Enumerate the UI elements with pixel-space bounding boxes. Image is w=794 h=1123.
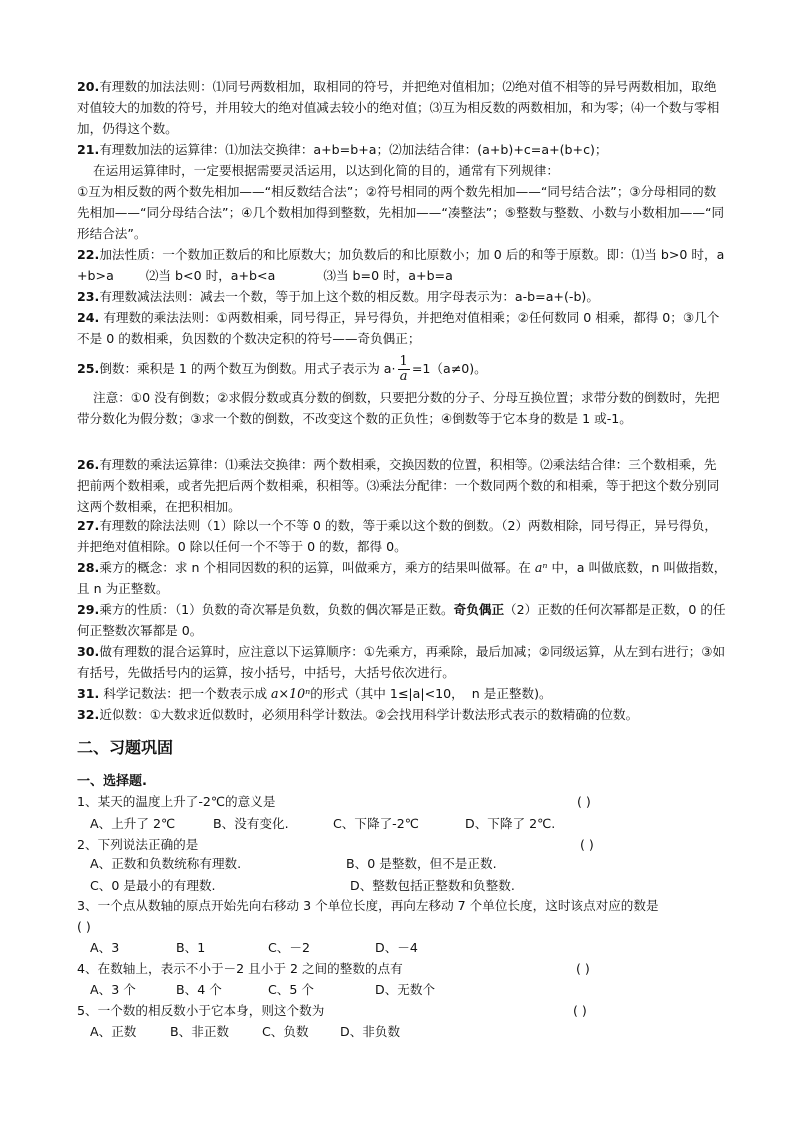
question-2-stem: 2、下列说法正确的是 [77, 837, 199, 852]
option-d: D、无数个 [375, 982, 436, 997]
rule-number: 31. [77, 686, 100, 701]
option-d: D、整数包括正整数和负整数. [350, 878, 515, 893]
power-notation: aⁿ [534, 560, 548, 575]
option-c: C、0 是最小的有理数. [90, 878, 216, 893]
option-a: A、3 个 [90, 982, 136, 997]
rule-text: ①互为相反数的两个数先相加——“相反数结合法”；②符号相同的两个数先相加——“同号结合法”；③分母相同的数先相加——“同分母结合法”；④几个数相加得到整数，先相加——“凑整法”；⑤整数与整数、小数与小数相加——“同形结合法”。 [77, 184, 725, 241]
rule-27 [77, 515, 727, 557]
option-c: C、负数 [262, 1024, 309, 1039]
section-title: 二、习题巩固 [77, 738, 174, 757]
rule-text: 有理数的加法法则：⑴同号两数相加，取相同的符号，并把绝对值相加；⑵绝对值不相等的异号两数相加，取绝对值较大的加数的符号，并用较大的绝对值减去较小的绝对值；⑶互为相反数的两数相加，和为零；⑷一个数与零相加，仍得这个数。 [77, 79, 720, 136]
question-1-stem: 1、某天的温度上升了-2℃的意义是 [77, 794, 276, 809]
rule-text: 注意：①0 没有倒数；②求假分数或真分数的倒数，只要把分数的分子、分母互换位置；求带分数的倒数时，先把带分数化为假分数；③求一个数的倒数，不改变这个数的正负性；④倒数等于它本身的数是 1 或-1。 [77, 390, 720, 426]
option-d: D、－4 [375, 940, 418, 955]
answer-blank[interactable]: ( ) [576, 961, 590, 976]
option-b: B、0 是整数，但不是正数. [346, 856, 497, 871]
option-b: B、没有变化. [213, 816, 289, 831]
rule-text: 近似数：①大数求近似数时，必须用科学计数法。②会找用科学计数法形式表示的数精确的位数。 [99, 707, 639, 722]
option-b: B、4 个 [176, 982, 222, 997]
answer-blank[interactable]: ( ) [577, 794, 591, 809]
rule-32 [77, 704, 727, 725]
rule-21-line2 [77, 160, 727, 181]
rule-number: 22. [77, 247, 100, 262]
option-a: A、正数和负数统称有理数. [90, 856, 242, 871]
rule-text: 科学记数法：把一个数表示成 [99, 686, 272, 701]
rule-text: 有理数的乘法法则：①两数相乘，同号得正，异号得负，并把绝对值相乘；②任何数同 0 相乘，都得 0；③几个不是 0 的数相乘，负因数的个数决定积的符号——奇负偶正； [77, 310, 720, 346]
rule-number: 20. [77, 79, 100, 94]
rule-24 [77, 307, 727, 349]
rule-26 [77, 454, 727, 517]
rule-text: 乘方的性质：（1）负数的奇次幂是负数，负数的偶次幂是正数。 [99, 602, 454, 617]
part-title: 一、选择题. [77, 774, 147, 789]
fraction-numerator: 1 [399, 354, 408, 369]
option-c: C、－2 [268, 940, 310, 955]
rule-text: （2）正数的任何次幂都是正数，0 的任何正整数次幂都是 0。 [77, 602, 726, 638]
rule-text: 有理数的乘法运算律：⑴乘法交换律：两个数相乘，交换因数的位置，积相等。⑵乘法结合律：三个数相乘，先把前两个数相乘，或者先把后两个数相乘，积相等。⑶乘法分配律：一个数同两个数的和相乘，等于把这个数分别同这两个数相乘，在把积相加。 [77, 457, 720, 514]
rule-text: 倒数：乘积是 1 的两个数互为倒数。用式子表示为 a· [99, 361, 396, 376]
question-4-stem: 4、在数轴上，表示不小于－2 且小于 2 之间的整数的点有 [77, 961, 403, 976]
rule-number: 29. [77, 602, 100, 617]
rule-29 [77, 599, 727, 641]
option-c: C、下降了-2℃ [333, 816, 419, 831]
rule-30 [77, 641, 727, 683]
rule-22 [77, 244, 727, 286]
option-d: D、非负数 [340, 1024, 401, 1039]
option-c: C、5 个 [268, 982, 314, 997]
rule-text: =1（a≠0)。 [411, 361, 487, 376]
rule-text: 有理数减法法则：减去一个数，等于加上这个数的相反数。用字母表示为：a-b=a+(-b)。 [99, 289, 599, 304]
rule-number: 24. [77, 310, 100, 325]
option-b: B、非正数 [170, 1024, 230, 1039]
rule-21-line3 [77, 181, 727, 244]
rule-text: 的形式（其中 1≤|a|<10， n 是正整数)。 [310, 686, 552, 701]
option-a: A、正数 [90, 1024, 137, 1039]
rule-number: 32. [77, 707, 100, 722]
rule-text: 中，a 叫做底数，n 叫做指数，且 n 为正整数。 [77, 560, 727, 596]
question-5-stem: 5、一个数的相反数小于它本身，则这个数为 [77, 1003, 325, 1018]
question-3-stem: 3、一个点从数轴的原点开始先向右移动 3 个单位长度，再向左移动 7 个单位长度，这时该点对应的数是 [77, 898, 659, 913]
answer-blank[interactable]: ( ) [573, 1003, 587, 1018]
option-d: D、下降了 2℃. [465, 816, 556, 831]
rule-number: 25. [77, 361, 100, 376]
rule-text: 做有理数的混合运算时，应注意以下运算顺序：①先乘方，再乘除，最后加减；②同级运算，从左到右进行；③如有括号，先做括号内的运算，按小括号，中括号，大括号依次进行。 [77, 644, 726, 680]
rule-number: 21. [77, 142, 100, 157]
rule-31 [77, 683, 727, 704]
rule-number: 30. [77, 644, 100, 659]
rule-number: 28. [77, 560, 100, 575]
rule-text: 在运用运算律时，一定要根据需要灵活运用，以达到化简的目的，通常有下列规律： [77, 163, 559, 178]
rule-number: 26. [77, 457, 100, 472]
answer-blank[interactable]: ( ) [77, 919, 91, 934]
rule-number: 27. [77, 518, 100, 533]
fraction-denominator: a [399, 369, 408, 384]
option-a: A、上升了 2℃ [90, 816, 176, 831]
rule-number: 23. [77, 289, 100, 304]
rule-text: 有理数的除法法则（1）除以一个不等 0 的数，等于乘以这个数的倒数。（2）两数相除，同号得正，异号得负，并把绝对值相除。0 除以任何一个不等于 0 的数，都得 0。 [77, 518, 717, 554]
rule-text: 有理数加法的运算律：⑴加法交换律：a+b=b+a；⑵加法结合律：(a+b)+c=a+(b+c)； [99, 142, 608, 157]
rule-28 [77, 557, 727, 599]
scientific-notation: a×10ⁿ [271, 686, 311, 701]
rule-20 [77, 76, 727, 139]
rule-25-note [77, 387, 727, 429]
option-a: A、3 [90, 940, 120, 955]
option-b: B、1 [176, 940, 206, 955]
reciprocal-fraction [398, 355, 410, 384]
rule-text: 乘方的概念：求 n 个相同因数的积的运算，叫做乘方，乘方的结果叫做幂。在 [99, 560, 535, 575]
rule-23 [77, 286, 727, 307]
rule-text: 加法性质：一个数加正数后的和比原数大；加负数后的和比原数小；加 0 后的和等于原数。即：⑴当 b>0 时，a+b>a ⑵当 b<0 时，a+b<a ⑶当 b=0 时，a+b=a [77, 247, 725, 283]
rule-21 [77, 139, 727, 160]
emphasis-text: 奇负偶正 [453, 602, 505, 617]
answer-blank[interactable]: ( ) [580, 837, 594, 852]
rule-25 [77, 355, 727, 384]
